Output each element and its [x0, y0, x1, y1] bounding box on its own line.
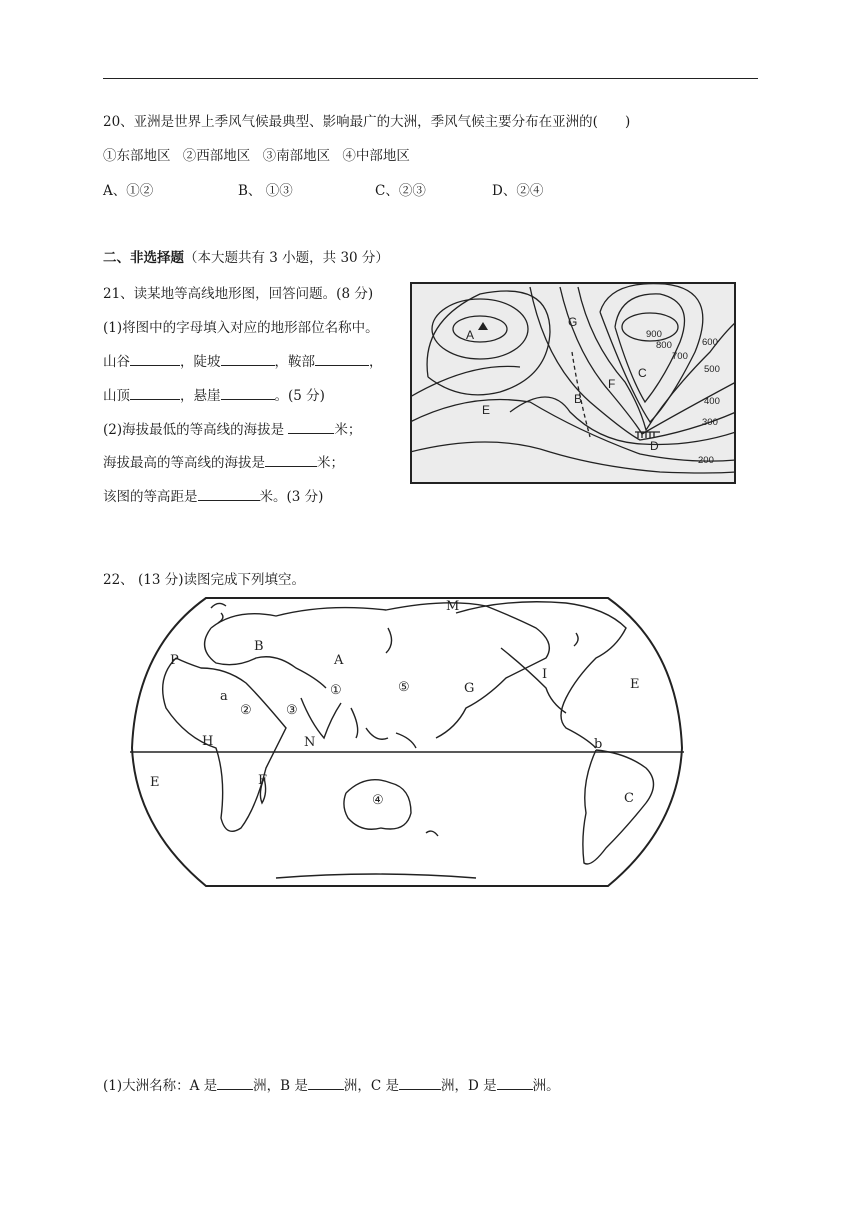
map-label-e: E	[482, 403, 491, 417]
part2b-text: 海拔最高的等高线的海拔是	[103, 455, 265, 471]
blank-interval[interactable]	[198, 486, 260, 501]
section2-title: 二、非选择题	[103, 250, 184, 266]
section2-heading	[103, 246, 389, 266]
blank-cliff[interactable]	[221, 385, 275, 400]
q20-item-1: ①东部地区	[103, 148, 171, 164]
contour-800: 800	[656, 340, 672, 351]
blank-continent-d[interactable]	[497, 1075, 533, 1090]
world-label-circle1: ①	[330, 683, 342, 698]
q21-part2c	[103, 485, 323, 505]
q21-row-peak-cliff	[103, 384, 325, 404]
label-peak: 山顶	[103, 388, 130, 404]
label-cliff: 悬崖	[193, 388, 221, 404]
q22-stem: 22、 (13 分)读图完成下列填空。	[103, 572, 305, 588]
world-label-e-left: E	[150, 775, 160, 790]
q21-stem: 21、读某地等高线地形图，回答问题。(8 分)	[103, 286, 374, 302]
q21-part1: (1)将图中的字母填入对应的地形部位名称中。	[103, 320, 379, 336]
meter-unit: 米；	[317, 455, 344, 471]
world-label-c: C	[624, 791, 634, 806]
blank-continent-b[interactable]	[308, 1075, 344, 1090]
q21-part2a	[103, 418, 361, 438]
map-label-b: B	[574, 392, 583, 406]
world-label-h: H	[202, 734, 214, 749]
q20-option-a[interactable]: A、①②	[103, 183, 154, 199]
contour-500: 500	[704, 364, 720, 375]
contour-map	[410, 282, 736, 484]
blank-peak[interactable]	[130, 385, 180, 400]
map-label-f: F	[608, 377, 616, 391]
contour-700: 700	[672, 351, 688, 362]
q20-stem: 20、亚洲是世界上季风气候最典型、影响最广的大洲，季风气候主要分布在亚洲的( )	[103, 114, 631, 130]
blank-slope[interactable]	[221, 351, 275, 366]
text-zhou-c: 洲，C 是	[343, 1078, 400, 1094]
q20-item-3: ③南部地区	[262, 148, 331, 164]
contour-300: 300	[702, 417, 718, 428]
q22-sub1	[103, 1074, 560, 1094]
label-saddle: 鞍部	[288, 354, 315, 370]
q20-item-2: ②西部地区	[182, 148, 251, 164]
q20-item-4: ④中部地区	[342, 148, 410, 164]
blank-saddle[interactable]	[315, 351, 369, 366]
q20-option-d[interactable]: D、②④	[492, 183, 544, 199]
map-label-d: D	[650, 439, 659, 453]
contour-200: 200	[698, 455, 714, 466]
world-label-f: F	[258, 773, 268, 788]
comma: ，	[180, 354, 194, 370]
sub1-text: (1)大洲名称：A 是	[103, 1078, 218, 1094]
comma: ，	[274, 354, 288, 370]
world-label-a: A	[334, 653, 344, 668]
q21-row-valley-slope-saddle	[103, 350, 383, 370]
world-label-circle2: ②	[240, 703, 252, 718]
world-label-circle3: ③	[286, 703, 298, 718]
part2c-text: 该图的等高距是	[103, 489, 198, 505]
q21-part2b	[103, 451, 344, 471]
text-zhou-b: 洲，B 是	[253, 1078, 308, 1094]
world-label-p: P	[170, 653, 179, 668]
world-label-e-right: E	[630, 677, 640, 692]
map-label-c: C	[638, 366, 647, 380]
world-label-n: N	[304, 735, 316, 750]
label-slope: 陡坡	[193, 354, 221, 370]
part2a-text: (2)海拔最低的等高线的海拔是	[103, 422, 285, 438]
map-label-g: G	[568, 315, 578, 329]
part2-end: 米。(3 分)	[259, 489, 324, 505]
world-label-i: I	[542, 667, 548, 682]
q20-option-b[interactable]: B、 ①③	[238, 183, 293, 199]
blank-lowest[interactable]	[288, 419, 334, 434]
world-label-circle5: ⑤	[398, 680, 410, 695]
comma: ，	[369, 354, 383, 370]
map-label-a: A	[466, 328, 475, 342]
world-map	[126, 588, 688, 890]
world-label-b-lower: b	[594, 737, 603, 752]
q20-option-c[interactable]: C、②③	[375, 183, 426, 199]
comma: ，	[180, 388, 194, 404]
header-rule	[103, 78, 758, 79]
text-zhou-end: 洲。	[532, 1078, 560, 1094]
meter-unit: 米；	[334, 422, 362, 438]
part1-score: 。(5 分)	[274, 388, 325, 404]
world-label-b: B	[254, 639, 264, 654]
blank-continent-c[interactable]	[399, 1075, 441, 1090]
world-label-m: M	[446, 599, 460, 614]
text-zhou-d: 洲，D 是	[441, 1078, 497, 1094]
label-valley: 山谷	[103, 354, 130, 370]
section2-note: （本大题共有 3 小题，共 30 分）	[184, 250, 389, 266]
blank-highest[interactable]	[265, 452, 317, 467]
world-label-g: G	[464, 681, 475, 696]
contour-400: 400	[704, 396, 720, 407]
q20-items	[103, 144, 410, 164]
world-label-a-lower: a	[220, 689, 228, 704]
blank-valley[interactable]	[130, 351, 180, 366]
blank-continent-a[interactable]	[217, 1075, 253, 1090]
contour-900: 900	[646, 329, 662, 340]
world-label-circle4: ④	[372, 793, 384, 808]
contour-600: 600	[702, 337, 718, 348]
